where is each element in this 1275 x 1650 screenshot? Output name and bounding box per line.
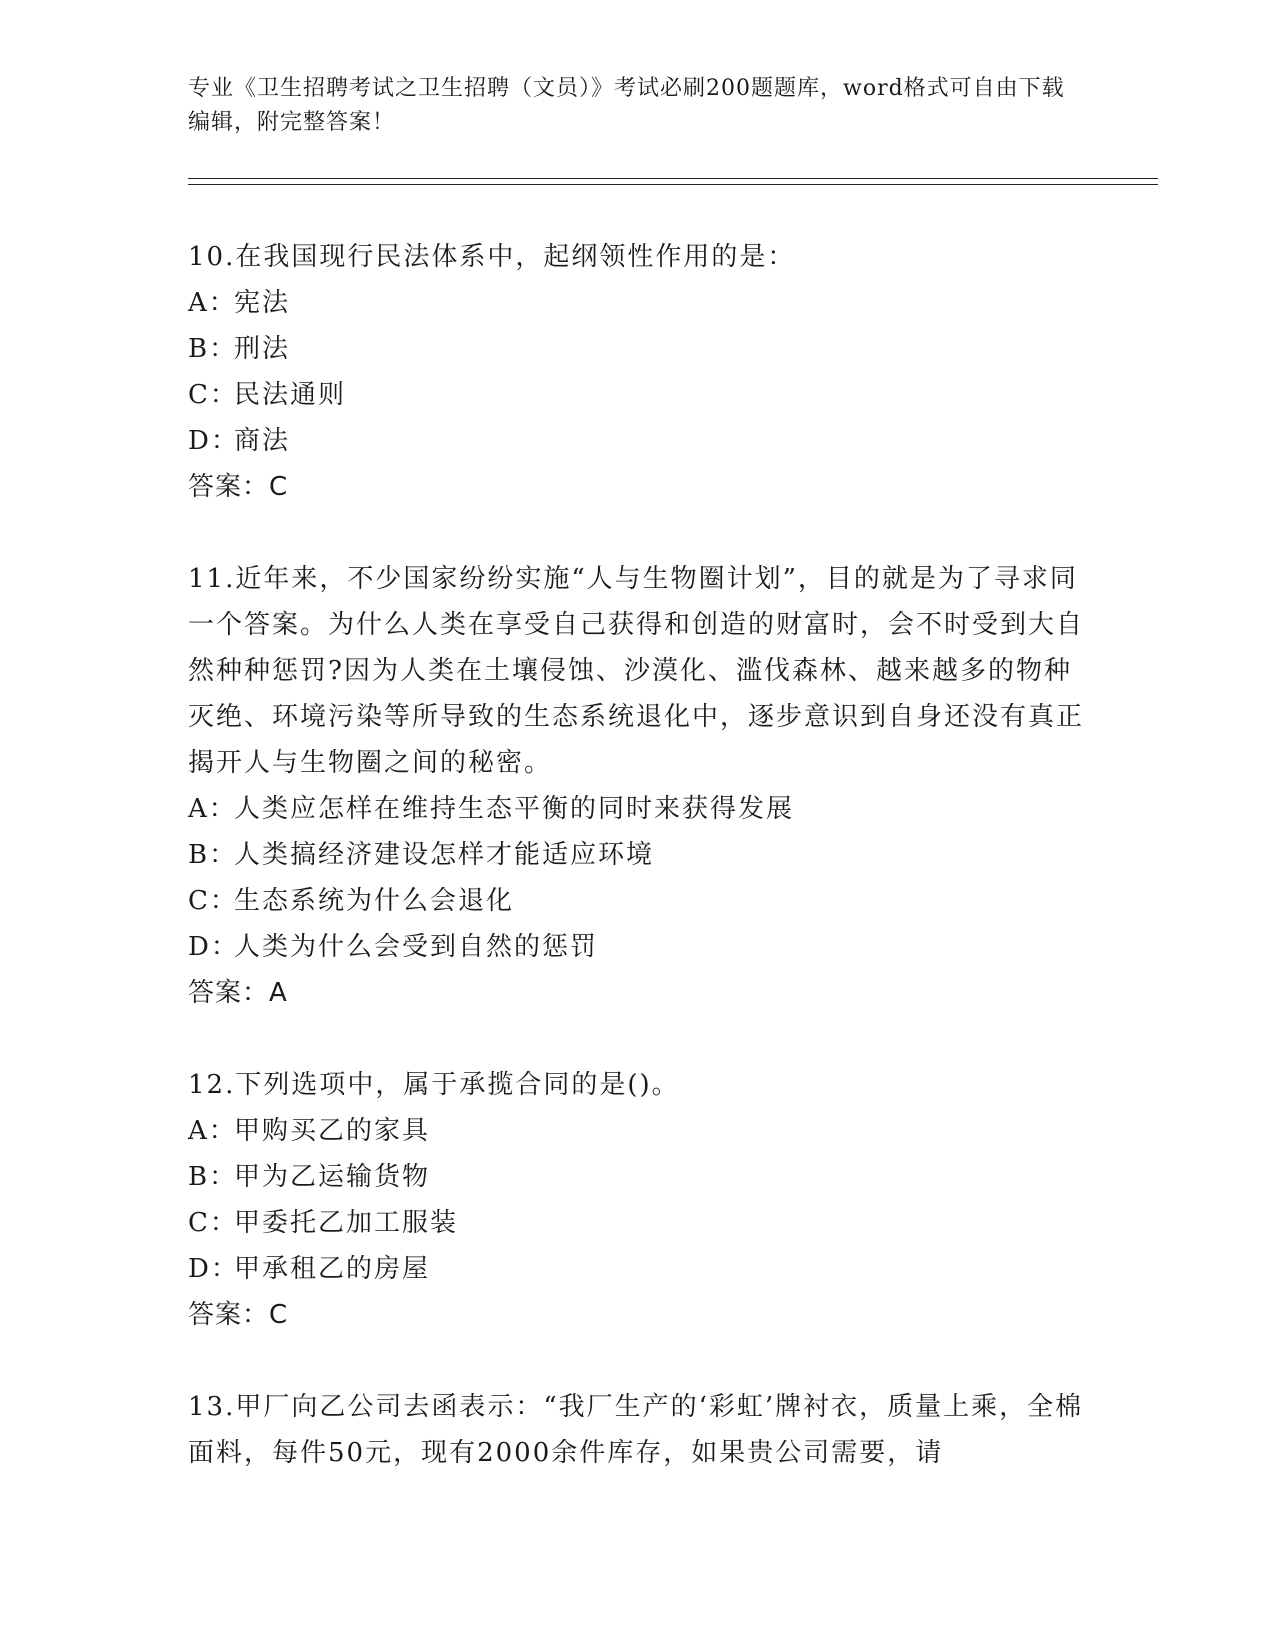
document-intro: 专业《卫生招聘考试之卫生招聘（文员）》考试必刷200题题库，word格式可自由下载编辑，附完整答案！ bbox=[188, 76, 1065, 135]
option-b bbox=[188, 1154, 1088, 1200]
option-c bbox=[188, 878, 1088, 924]
option-text: 商法 bbox=[234, 426, 291, 456]
option-letter: A： bbox=[188, 794, 237, 824]
option-c bbox=[188, 1200, 1088, 1246]
option-b bbox=[188, 326, 1088, 372]
option-letter: B： bbox=[188, 334, 238, 364]
option-c bbox=[188, 372, 1088, 418]
answer-value: C bbox=[269, 472, 288, 502]
option-text: 民法通则 bbox=[234, 380, 347, 410]
option-letter: B： bbox=[188, 840, 238, 870]
question-10 bbox=[188, 234, 1088, 510]
option-text: 刑法 bbox=[234, 334, 291, 364]
option-text: 人类搞经济建设怎样才能适应环境 bbox=[234, 840, 655, 870]
answer-line bbox=[188, 1292, 1088, 1338]
question-list bbox=[188, 234, 1088, 1522]
option-text: 人类应怎样在维持生态平衡的同时来获得发展 bbox=[234, 794, 795, 824]
option-b bbox=[188, 832, 1088, 878]
answer-value: C bbox=[269, 1300, 288, 1330]
option-letter: A： bbox=[188, 1116, 237, 1146]
answer-line bbox=[188, 970, 1088, 1016]
answer-line bbox=[188, 464, 1088, 510]
option-letter: C： bbox=[188, 380, 238, 410]
option-letter: B： bbox=[188, 1162, 238, 1192]
question-text: 11.近年来，不少国家纷纷实施“人与生物圈计划”，目的就是为了寻求同一个答案。为什么人类在享受自己获得和创造的财富时，会不时受到大自然种种惩罚?因为人类在土壤侵蚀、沙漠化、滥伐森林、越来越多的物种灭绝、环境污染等所导致的生态系统退化中，逐步意识到自身还没有真正揭开人与生物圈之间的秘密。 bbox=[188, 564, 1085, 778]
option-text: 人类为什么会受到自然的惩罚 bbox=[234, 932, 599, 962]
option-letter: C： bbox=[188, 886, 238, 916]
option-a bbox=[188, 1108, 1088, 1154]
option-text: 宪法 bbox=[234, 288, 291, 318]
option-a bbox=[188, 786, 1088, 832]
header-divider-top bbox=[188, 178, 1158, 179]
option-d bbox=[188, 418, 1088, 464]
answer-label: 答案： bbox=[188, 472, 270, 502]
option-a bbox=[188, 280, 1088, 326]
option-letter: A： bbox=[188, 288, 237, 318]
question-13 bbox=[188, 1384, 1088, 1476]
option-letter: D： bbox=[188, 932, 239, 962]
option-d bbox=[188, 924, 1088, 970]
option-text: 甲为乙运输货物 bbox=[234, 1162, 431, 1192]
option-letter: D： bbox=[188, 1254, 239, 1284]
option-text: 甲购买乙的家具 bbox=[234, 1116, 431, 1146]
question-11 bbox=[188, 556, 1088, 1016]
question-text: 10.在我国现行民法体系中，起纲领性作用的是： bbox=[188, 242, 796, 272]
option-letter: D： bbox=[188, 426, 239, 456]
option-letter: C： bbox=[188, 1208, 238, 1238]
option-text: 甲承租乙的房屋 bbox=[234, 1254, 431, 1284]
question-12 bbox=[188, 1062, 1088, 1338]
option-text: 甲委托乙加工服装 bbox=[234, 1208, 459, 1238]
question-text: 12.下列选项中，属于承揽合同的是()。 bbox=[188, 1070, 680, 1100]
question-text: 13.甲厂向乙公司去函表示：“我厂生产的‘彩虹’牌衬衣，质量上乘，全棉面料，每件50元，现有2000余件库存，如果贵公司需要，请 bbox=[188, 1392, 1084, 1468]
answer-label: 答案： bbox=[188, 1300, 270, 1330]
answer-label: 答案： bbox=[188, 978, 270, 1008]
option-text: 生态系统为什么会退化 bbox=[234, 886, 515, 916]
header-divider-bottom bbox=[188, 184, 1158, 185]
answer-value: A bbox=[269, 978, 287, 1008]
option-d bbox=[188, 1246, 1088, 1292]
